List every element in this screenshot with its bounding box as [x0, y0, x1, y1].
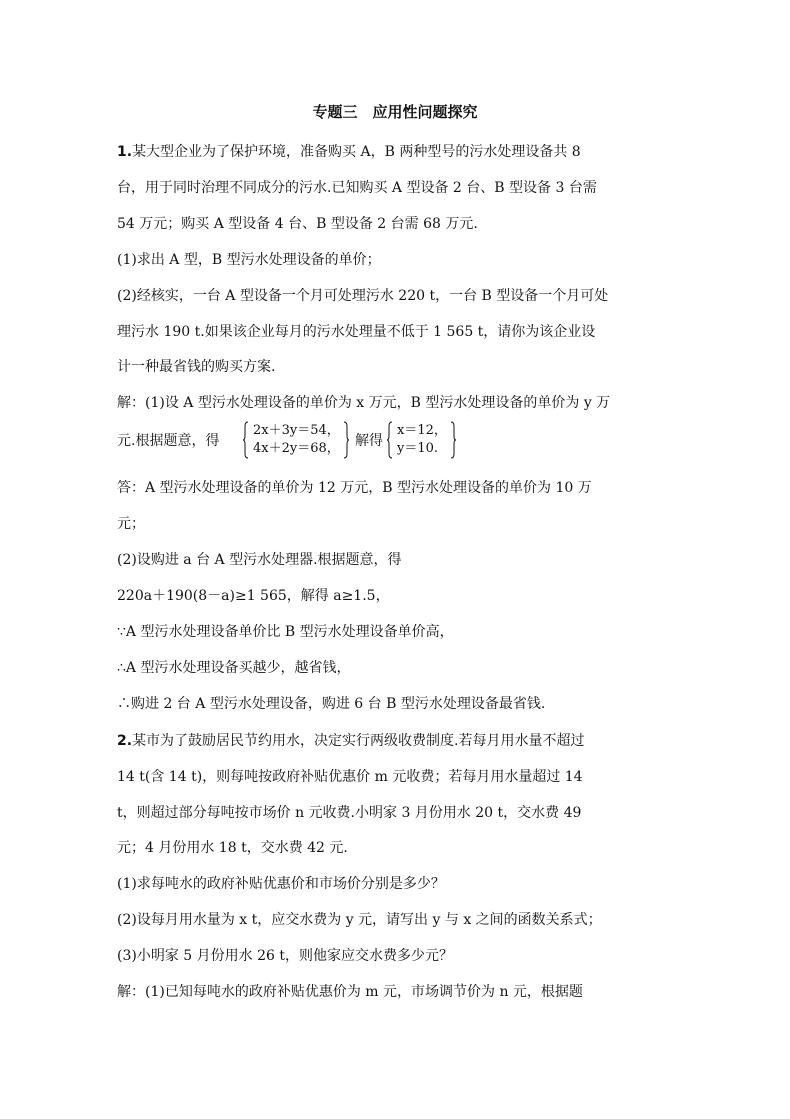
- q2-part-3: (3)小明家 5 月份用水 26 t，则他家应交水费多少元？: [117, 948, 453, 964]
- q1-line-2: 台，用于同时治理不同成分的污水.已知购买 A 型设备 2 台、B 型设备 3 台需: [117, 180, 597, 196]
- q1-solution-part-2-line-5: ∴购进 2 台 A 型污水处理设备，购进 6 台 B 型污水处理设备最省钱.: [117, 696, 546, 712]
- q1-answer-line-2: 元；: [117, 516, 145, 532]
- q1-part-2-line-1: (2)经核实，一台 A 型设备一个月可处理污水 220 t，一台 B 型设备一个月可处: [117, 288, 609, 304]
- right-brace-icon: [343, 421, 349, 459]
- q2-part-2: (2)设每月用水量为 x t，应交水费为 y 元，请写出 y 与 x 之间的函数关系式；: [117, 912, 602, 928]
- equation-system-1: [243, 421, 353, 461]
- q2-number: 2.: [117, 733, 133, 749]
- equation-2b: y＝10.: [397, 441, 439, 456]
- q1-solution-line-2-mid: 解得: [355, 433, 383, 449]
- equation-2a: x＝12，: [397, 423, 447, 438]
- q1-part-2-line-2: 理污水 190 t.如果该企业每月的污水处理量不低于 1 565 t，请你为该企业设: [117, 324, 596, 340]
- q2-part-1: (1)求每吨水的政府补贴优惠价和市场价分别是多少？: [117, 876, 445, 892]
- q1-answer-line-1: 答：A 型污水处理设备的单价为 12 万元，B 型污水处理设备的单价为 10 万: [117, 480, 592, 496]
- left-brace-icon: [387, 421, 393, 459]
- q1-solution-part-2-line-3: ∵A 型污水处理设备单价比 B 型污水处理设备单价高，: [117, 624, 454, 640]
- equation-1b: 4x＋2y＝68，: [253, 441, 340, 456]
- q1-solution-line-1: 解：(1)设 A 型污水处理设备的单价为 x 万元，B 型污水处理设备的单价为 y 万: [117, 395, 611, 411]
- document-title: 专题三 应用性问题探究: [312, 103, 478, 121]
- q2-line-3: t，则超过部分每吨按市场价 n 元收费.小明家 3 月份用水 20 t，交水费 49: [117, 805, 582, 821]
- q1-line-1: [117, 142, 677, 162]
- q1-part-1: (1)求出 A 型，B 型污水处理设备的单价；: [117, 252, 381, 268]
- equation-1a: 2x＋3y＝54，: [253, 423, 340, 438]
- q2-solution-line-1: 解：(1)已知每吨水的政府补贴优惠价为 m 元，市场调节价为 n 元，根据题: [117, 984, 583, 1000]
- q2-text-1: 某市为了鼓励居民节约用水，决定实行两级收费制度.若每月用水量不超过: [132, 733, 585, 749]
- q1-solution-part-2-line-2: 220a＋190(8－a)≥1 565，解得 a≥1.5，: [117, 588, 390, 604]
- right-brace-icon: [450, 421, 456, 459]
- left-brace-icon: [243, 421, 249, 459]
- q1-number: 1.: [117, 144, 133, 160]
- q1-solution-line-2-prefix: 元.根据题意，得: [117, 433, 220, 449]
- q2-line-1: [117, 731, 677, 751]
- equation-system-2: [387, 421, 462, 461]
- q1-part-2-line-3: 计一种最省钱的购买方案.: [117, 359, 276, 375]
- q1-solution-part-2-line-4: ∴A 型污水处理设备买越少，越省钱，: [117, 660, 351, 676]
- q1-text-1: 某大型企业为了保护环境，准备购买 A，B 两种型号的污水处理设备共 8: [132, 144, 581, 160]
- q1-line-3: 54 万元；购买 A 型设备 4 台、B 型设备 2 台需 68 万元.: [117, 216, 478, 232]
- q2-line-2: 14 t(含 14 t)，则每吨按政府补贴优惠价 m 元收费；若每月用水量超过 14: [117, 769, 583, 785]
- q1-solution-part-2-line-1: (2)设购进 a 台 A 型污水处理器.根据题意，得: [117, 552, 402, 568]
- q2-line-4: 元；4 月份用水 18 t，交水费 42 元.: [117, 840, 348, 856]
